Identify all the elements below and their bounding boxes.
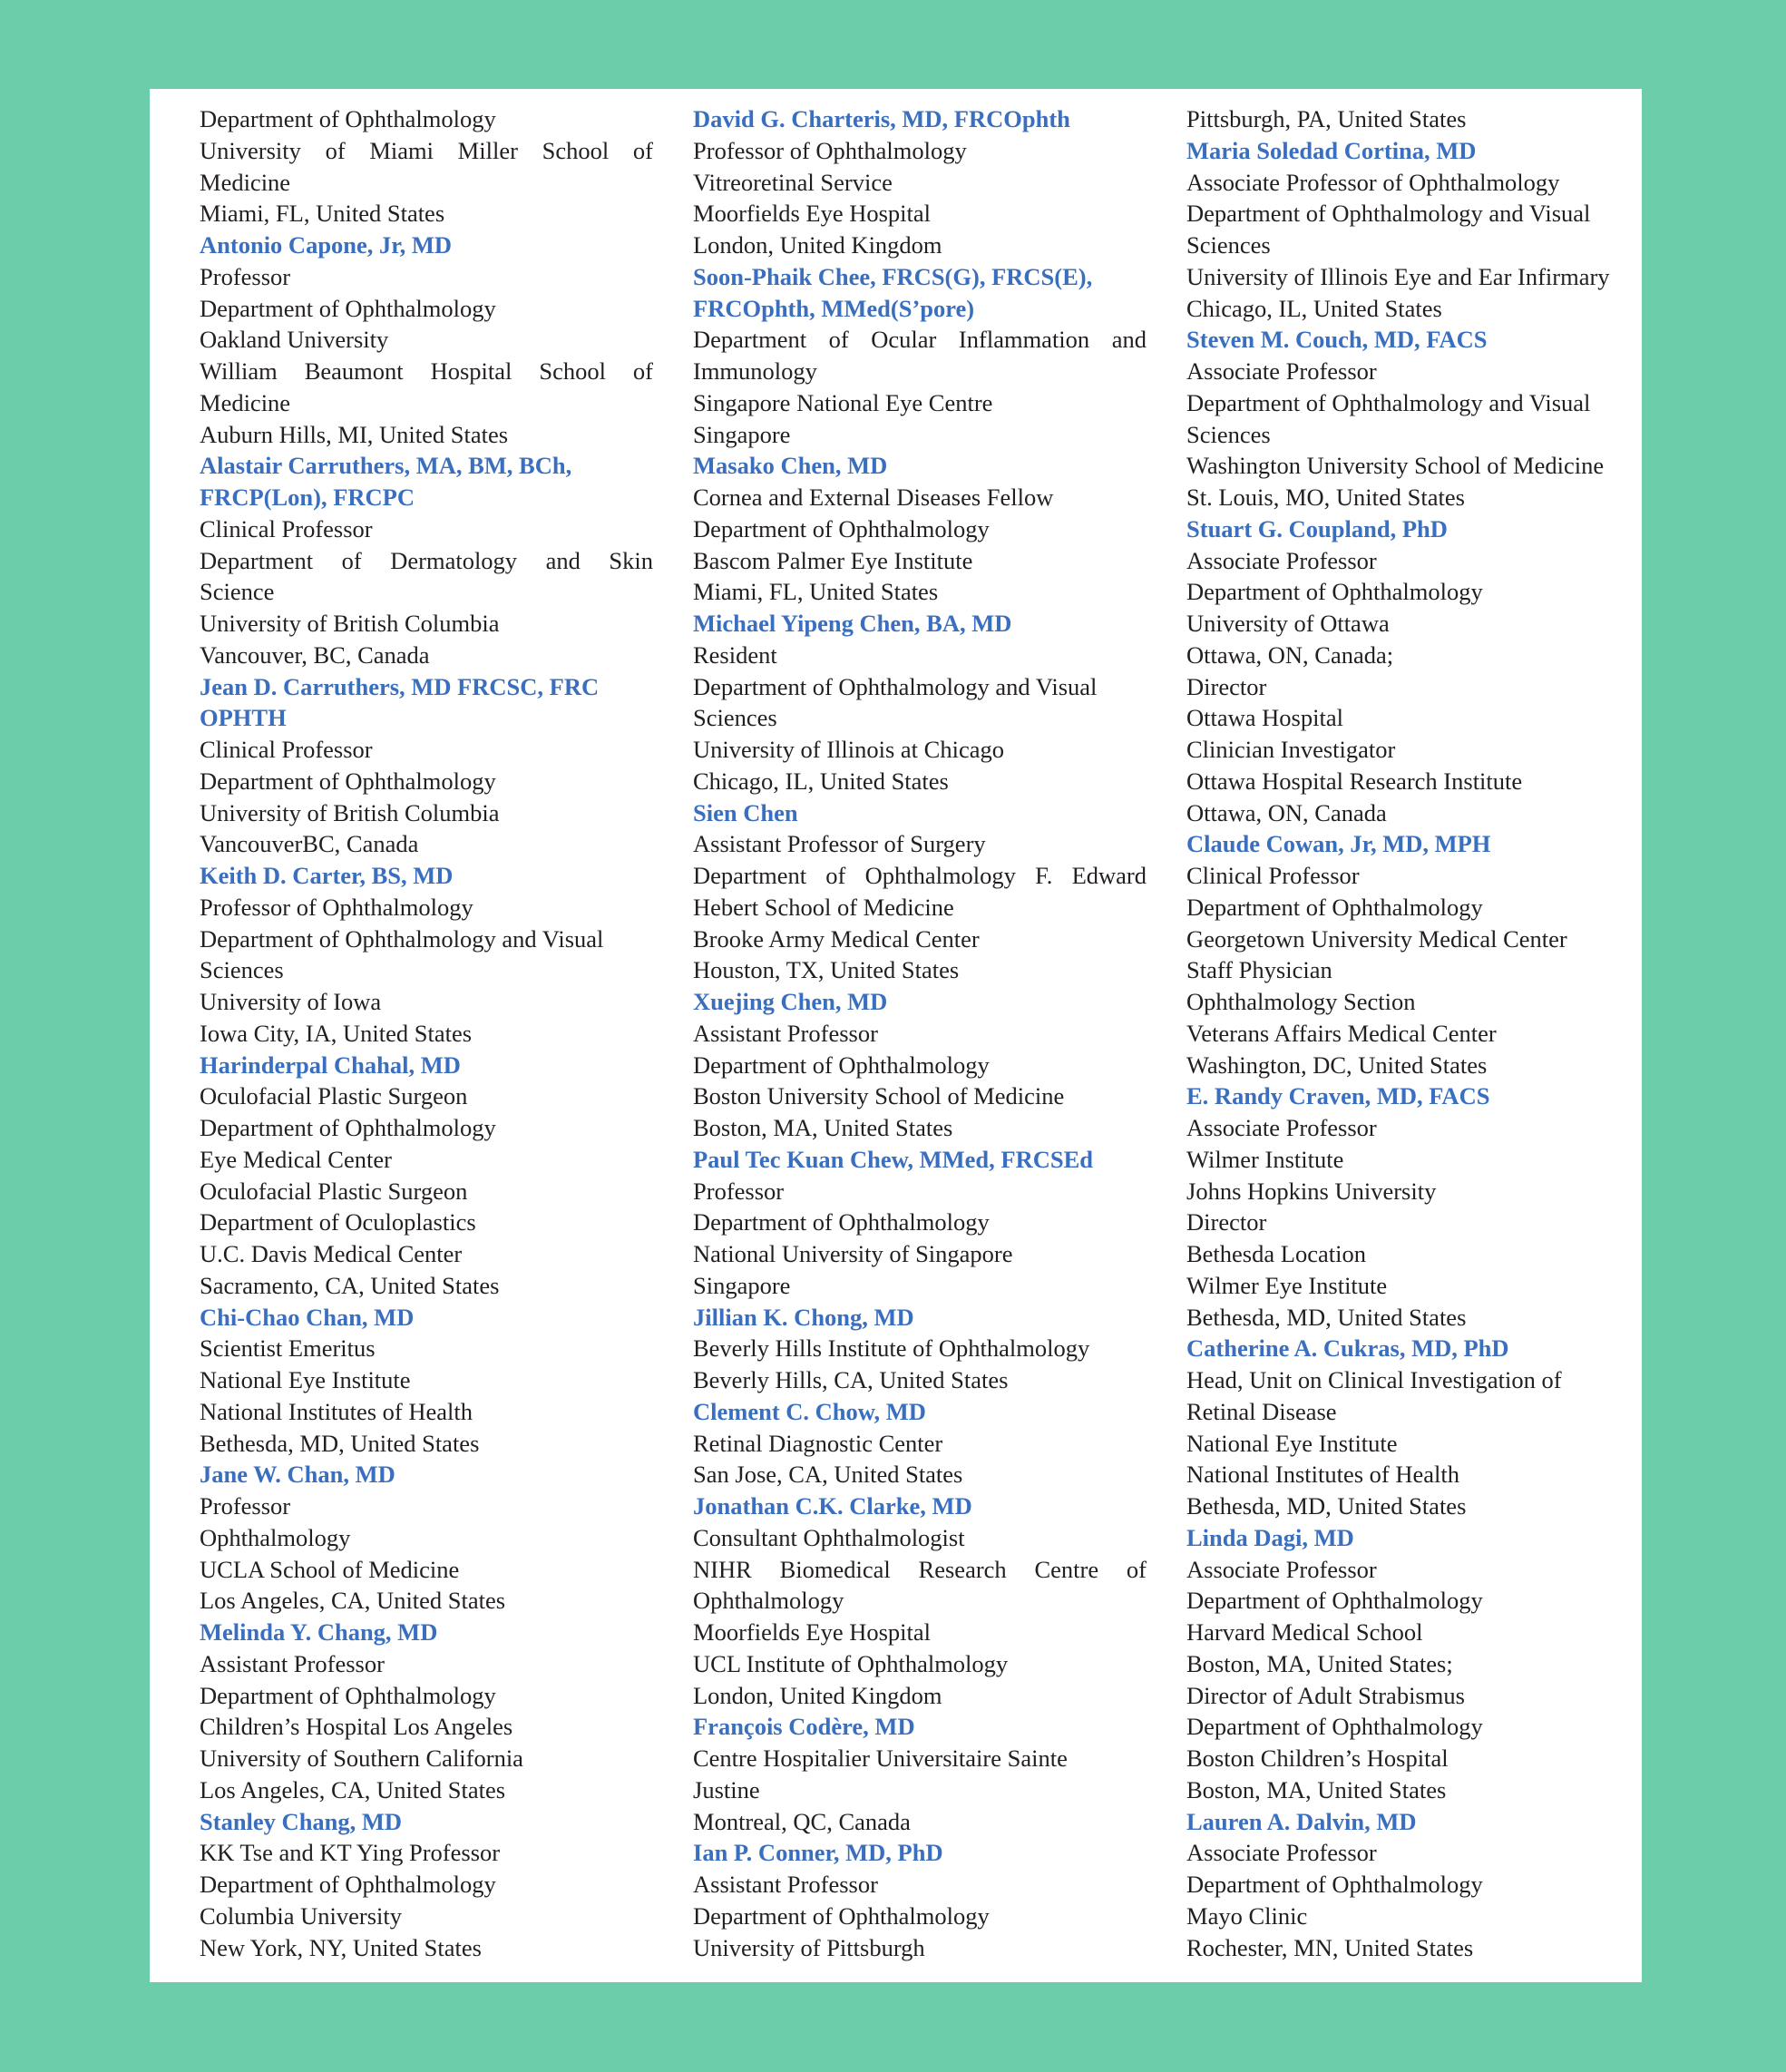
affiliation-line: Columbia University [200, 1901, 403, 1930]
affiliation-line: Department of Ophthalmology [1186, 1713, 1483, 1741]
affiliation-line: Department of Ophthalmology [200, 767, 496, 795]
affiliation-line: Resident [693, 640, 777, 669]
affiliation-line: Boston University School of Medicine [693, 1082, 1065, 1110]
affiliation-line: Department of Ophthalmology [200, 294, 496, 322]
person-name: Stanley Chang, MD [200, 1807, 403, 1835]
affiliation-line: Ophthalmology Section [1186, 988, 1416, 1015]
affiliation-line: Associate Professor of Ophthalmology [1186, 168, 1560, 196]
affiliation-line: Sacramento, CA, United States [200, 1271, 500, 1299]
affiliation-line: Department of Ophthalmology [1186, 1871, 1483, 1898]
affiliation-line: Boston, MA, United States [693, 1114, 953, 1141]
affiliation-line: Clinician Investigator [1186, 736, 1396, 763]
person-name: Michael Yipeng Chen, BA, MD [693, 610, 1012, 637]
person-name: Jillian K. Chong, MD [693, 1303, 914, 1331]
affiliation-line: Professor of Ophthalmology [200, 893, 473, 921]
person-name: Claude Cowan, Jr, MD, MPH [1186, 830, 1491, 858]
affiliation-line: Boston Children’s Hospital [1186, 1745, 1449, 1772]
person-name: Xuejing Chen, MD [693, 988, 888, 1015]
affiliation-line: Singapore National Eye Centre [693, 388, 993, 416]
affiliation-line: Science [200, 578, 275, 606]
affiliation-line: University of Iowa [200, 988, 382, 1015]
affiliation-line: Medicine [200, 168, 291, 196]
affiliation-line: Professor [693, 1177, 785, 1205]
document-page [150, 89, 1642, 1982]
affiliation-line: Wilmer Eye Institute [1186, 1271, 1388, 1299]
affiliation-line: Professor of Ophthalmology [693, 136, 967, 164]
affiliation-line: Department of Ophthalmology and Visual [1186, 200, 1591, 228]
affiliation-line: Iowa City, IA, United States [200, 1019, 473, 1047]
affiliation-line: Department of Ophthalmology and Visual [693, 672, 1098, 700]
person-name: David G. Charteris, MD, FRCOphth [693, 105, 1070, 132]
affiliation-line: William Beaumont Hospital School of [200, 357, 653, 385]
affiliation-line: Auburn Hills, MI, United States [200, 420, 509, 448]
affiliation-line: Singapore [693, 1271, 791, 1299]
person-name: Chi-Chao Chan, MD [200, 1303, 415, 1331]
affiliation-line: Sciences [200, 956, 284, 984]
affiliation-line: Department of Oculoplastics [200, 1208, 476, 1236]
affiliation-line: Bethesda, MD, United States [1186, 1492, 1467, 1520]
affiliation-line: Sciences [693, 704, 777, 732]
affiliation-line: Oculofacial Plastic Surgeon [200, 1177, 468, 1205]
affiliation-line: Immunology [693, 357, 817, 385]
affiliation-line: University of British Columbia [200, 798, 500, 826]
affiliation-line: Associate Professor [1186, 357, 1377, 385]
affiliation-line: University of Ottawa [1186, 610, 1390, 637]
affiliation-line: Houston, TX, United States [693, 956, 960, 984]
affiliation-line: Department of Ophthalmology [200, 1871, 496, 1898]
column-3 [1186, 103, 1640, 1963]
affiliation-line: National Eye Institute [200, 1366, 411, 1393]
affiliation-line: Department of Dermatology and Skin [200, 546, 653, 574]
column-1 [200, 103, 653, 1963]
affiliation-line: Hebert School of Medicine [693, 893, 954, 921]
person-name: Alastair Carruthers, MA, BM, BCh, [200, 452, 572, 480]
affiliation-line: Sciences [1186, 420, 1271, 448]
affiliation-line: Clinical Professor [1186, 862, 1360, 889]
affiliation-line: Centre Hospitalier Universitaire Sainte [693, 1745, 1068, 1772]
affiliation-line: University of Illinois Eye and Ear Infirmary [1186, 262, 1610, 290]
affiliation-line: Department of Ophthalmology [693, 514, 990, 542]
person-name: Melinda Y. Chang, MD [200, 1618, 438, 1646]
affiliation-line: Chicago, IL, United States [1186, 294, 1442, 322]
affiliation-line: Montreal, QC, Canada [693, 1807, 911, 1835]
person-name: Lauren A. Dalvin, MD [1186, 1807, 1417, 1835]
affiliation-line: Assistant Professor [693, 1019, 878, 1047]
affiliation-line: Department of Ophthalmology [200, 105, 496, 132]
affiliation-line: Director [1186, 1208, 1267, 1236]
affiliation-line: Department of Ocular Inflammation and [693, 326, 1147, 354]
affiliation-line: Ottawa Hospital Research Institute [1186, 767, 1523, 795]
person-name: Catherine A. Cukras, MD, PhD [1186, 1334, 1509, 1363]
affiliation-line: Washington University School of Medicine [1186, 452, 1605, 480]
affiliation-line: Oakland University [200, 326, 389, 354]
person-name: Antonio Capone, Jr, MD [200, 231, 453, 259]
affiliation-line: Boston, MA, United States; [1186, 1649, 1453, 1677]
affiliation-line: UCL Institute of Ophthalmology [693, 1649, 1009, 1677]
affiliation-line: Clinical Professor [200, 736, 373, 763]
person-name: OPHTH [200, 704, 287, 732]
person-name: Maria Soledad Cortina, MD [1186, 136, 1477, 164]
affiliation-line: University of Illinois at Chicago [693, 736, 1004, 763]
affiliation-line: University of British Columbia [200, 610, 500, 637]
person-name: Clement C. Chow, MD [693, 1397, 926, 1425]
affiliation-line: National Institutes of Health [200, 1397, 473, 1425]
person-name: Linda Dagi, MD [1186, 1523, 1354, 1551]
affiliation-line: Medicine [200, 388, 291, 416]
affiliation-line: Moorfields Eye Hospital [693, 200, 932, 228]
affiliation-line: Ophthalmology [200, 1523, 351, 1551]
affiliation-line: Bethesda Location [1186, 1240, 1366, 1267]
affiliation-line: Head, Unit on Clinical Investigation of [1186, 1366, 1562, 1393]
affiliation-line: Georgetown University Medical Center [1186, 924, 1567, 953]
affiliation-line: University of Miami Miller School of [200, 136, 653, 164]
affiliation-line: Department of Ophthalmology F. Edward [693, 862, 1147, 889]
affiliation-line: Department of Ophthalmology [1186, 578, 1483, 606]
affiliation-line: Department of Ophthalmology and Visual [200, 924, 604, 953]
affiliation-line: Department of Ophthalmology [693, 1208, 990, 1236]
affiliation-line: National University of Singapore [693, 1240, 1013, 1267]
affiliation-line: Beverly Hills Institute of Ophthalmology [693, 1334, 1090, 1363]
affiliation-line: Ottawa, ON, Canada; [1186, 640, 1394, 669]
affiliation-line: Associate Professor [1186, 1114, 1377, 1141]
affiliation-line: NIHR Biomedical Research Centre of [693, 1555, 1147, 1583]
person-name: Jane W. Chan, MD [200, 1461, 395, 1489]
person-name: Soon-Phaik Chee, FRCS(G), FRCS(E), [693, 262, 1093, 290]
affiliation-line: Associate Professor [1186, 546, 1377, 574]
affiliation-line: Los Angeles, CA, United States [200, 1587, 506, 1615]
affiliation-line: Department of Ophthalmology [200, 1681, 496, 1709]
person-name: François Codère, MD [693, 1713, 915, 1741]
affiliation-line: Veterans Affairs Medical Center [1186, 1019, 1497, 1047]
affiliation-line: VancouverBC, Canada [200, 830, 419, 858]
person-name: FRCP(Lon), FRCPC [200, 484, 415, 511]
affiliation-line: Chicago, IL, United States [693, 767, 949, 795]
person-name: Paul Tec Kuan Chew, MMed, FRCSEd [693, 1145, 1093, 1173]
affiliation-line: National Institutes of Health [1186, 1461, 1459, 1489]
affiliation-line: Department of Ophthalmology [693, 1051, 990, 1079]
affiliation-line: New York, NY, United States [200, 1933, 482, 1961]
affiliation-line: Clinical Professor [200, 514, 373, 542]
affiliation-line: Ophthalmology [693, 1587, 844, 1615]
affiliation-line: Scientist Emeritus [200, 1334, 376, 1363]
affiliation-line: University of Pittsburgh [693, 1933, 925, 1961]
affiliation-line: Johns Hopkins University [1186, 1177, 1437, 1205]
affiliation-line: Justine [693, 1775, 760, 1803]
affiliation-line: Director [1186, 672, 1267, 700]
affiliation-line: Retinal Diagnostic Center [693, 1429, 943, 1457]
affiliation-line: Rochester, MN, United States [1186, 1933, 1474, 1961]
affiliation-line: Boston, MA, United States [1186, 1775, 1447, 1803]
affiliation-line: Department of Ophthalmology [200, 1114, 496, 1141]
affiliation-line: Children’s Hospital Los Angeles [200, 1713, 513, 1741]
affiliation-line: Wilmer Institute [1186, 1145, 1344, 1173]
affiliation-line: Singapore [693, 420, 791, 448]
person-name: Stuart G. Coupland, PhD [1186, 514, 1448, 542]
affiliation-line: Bascom Palmer Eye Institute [693, 546, 973, 574]
affiliation-line: Ottawa Hospital [1186, 704, 1343, 732]
affiliation-line: Assistant Professor of Surgery [693, 830, 986, 858]
affiliation-line: Consultant Ophthalmologist [693, 1523, 965, 1551]
affiliation-line: Vitreoretinal Service [693, 168, 893, 196]
affiliation-line: Professor [200, 1492, 291, 1520]
affiliation-line: Washington, DC, United States [1186, 1051, 1488, 1079]
affiliation-line: University of Southern California [200, 1745, 523, 1772]
affiliation-line: Eye Medical Center [200, 1145, 392, 1173]
affiliation-line: Harvard Medical School [1186, 1618, 1423, 1646]
person-name: FRCOphth, MMed(S’pore) [693, 294, 975, 322]
affiliation-line: Bethesda, MD, United States [1186, 1303, 1467, 1331]
affiliation-line: Assistant Professor [693, 1871, 878, 1898]
affiliation-line: Department of Ophthalmology [1186, 1587, 1483, 1615]
affiliation-line: U.C. Davis Medical Center [200, 1240, 463, 1267]
person-name: Masako Chen, MD [693, 452, 888, 480]
affiliation-line: Ottawa, ON, Canada [1186, 798, 1387, 826]
person-name: Sien Chen [693, 798, 798, 826]
column-2 [693, 103, 1147, 1963]
affiliation-line: Beverly Hills, CA, United States [693, 1366, 1009, 1393]
affiliation-line: Associate Professor [1186, 1839, 1377, 1867]
affiliation-line: Los Angeles, CA, United States [200, 1775, 506, 1803]
affiliation-line: National Eye Institute [1186, 1429, 1398, 1457]
affiliation-line: Sciences [1186, 231, 1271, 259]
person-name: Harinderpal Chahal, MD [200, 1051, 461, 1079]
affiliation-line: Miami, FL, United States [693, 578, 939, 606]
affiliation-line: St. Louis, MO, United States [1186, 484, 1465, 511]
affiliation-line: Assistant Professor [200, 1649, 385, 1677]
affiliation-line: San Jose, CA, United States [693, 1461, 963, 1489]
affiliation-line: Department of Ophthalmology [1186, 893, 1483, 921]
affiliation-line: London, United Kingdom [693, 1681, 942, 1709]
affiliation-line: Oculofacial Plastic Surgeon [200, 1082, 468, 1110]
affiliation-line: KK Tse and KT Ying Professor [200, 1839, 501, 1867]
affiliation-line: Pittsburgh, PA, United States [1186, 105, 1467, 132]
affiliation-line: Department of Ophthalmology and Visual [1186, 388, 1591, 416]
affiliation-line: Vancouver, BC, Canada [200, 640, 430, 669]
affiliation-line: Associate Professor [1186, 1555, 1377, 1583]
person-name: Steven M. Couch, MD, FACS [1186, 326, 1488, 354]
affiliation-line: Professor [200, 262, 291, 290]
affiliation-line: London, United Kingdom [693, 231, 942, 259]
person-name: Jean D. Carruthers, MD FRCSC, FRC [200, 672, 600, 700]
affiliation-line: Miami, FL, United States [200, 200, 445, 228]
affiliation-line: UCLA School of Medicine [200, 1555, 460, 1583]
affiliation-line: Brooke Army Medical Center [693, 924, 980, 953]
affiliation-line: Staff Physician [1186, 956, 1332, 984]
affiliation-line: Moorfields Eye Hospital [693, 1618, 932, 1646]
person-name: E. Randy Craven, MD, FACS [1186, 1082, 1490, 1110]
affiliation-line: Retinal Disease [1186, 1397, 1337, 1425]
affiliation-line: Mayo Clinic [1186, 1901, 1308, 1930]
person-name: Ian P. Conner, MD, PhD [693, 1839, 943, 1867]
affiliation-line: Bethesda, MD, United States [200, 1429, 480, 1457]
person-name: Jonathan C.K. Clarke, MD [693, 1492, 972, 1520]
affiliation-line: Cornea and External Diseases Fellow [693, 484, 1054, 511]
affiliation-line: Director of Adult Strabismus [1186, 1681, 1465, 1709]
affiliation-line: Department of Ophthalmology [693, 1901, 990, 1930]
person-name: Keith D. Carter, BS, MD [200, 862, 454, 889]
